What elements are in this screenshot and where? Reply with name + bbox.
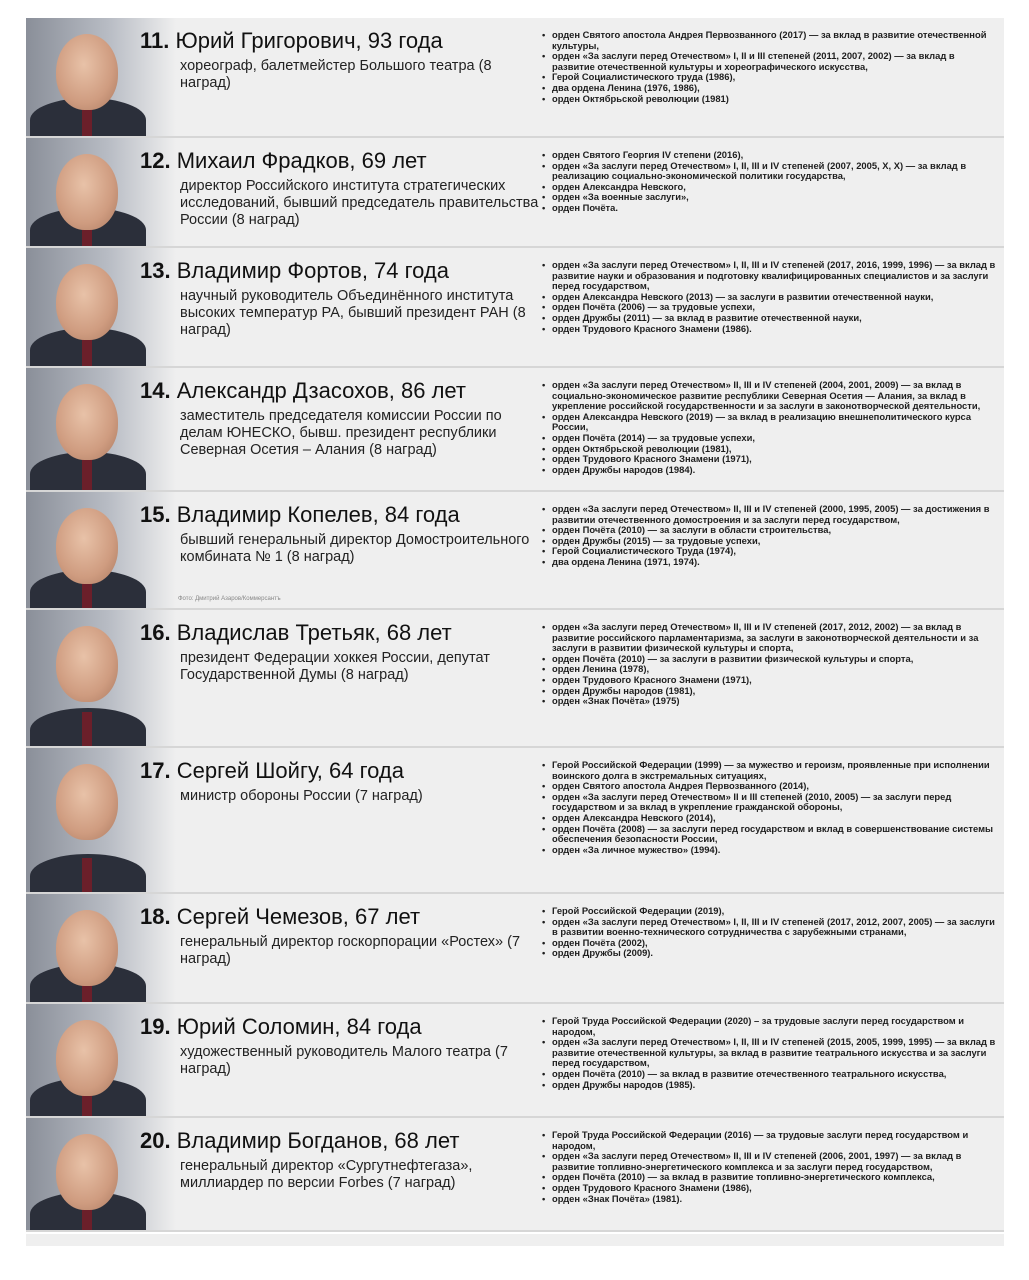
person-name: Михаил Фрадков, 69 лет	[176, 148, 427, 173]
person-description: министр обороны России (7 наград)	[180, 788, 423, 804]
person-description: президент Федерации хоккея России, депутат Государственной Думы (8 наград)	[180, 650, 490, 683]
award-item: • орден Почёта.	[541, 203, 999, 214]
person-description: хореограф, балетмейстер Большого театра (8 наград)	[180, 58, 492, 91]
award-item: • орден Октябрьской революции (1981)	[541, 94, 999, 105]
portrait-head	[56, 34, 118, 110]
award-item: • орден Дружбы (2011) — за вклад в развитие отечественной науки,	[541, 313, 999, 324]
person-info	[140, 148, 540, 229]
awards-list-items	[541, 504, 999, 568]
award-item: • орден «За заслуги перед Отечеством» II и III степеней (2010, 2005) — за заслуги перед государством и за вклад в укрепление гражданской обороны,	[541, 792, 999, 813]
person-description: заместитель председателя комиссии России по делам ЮНЕСКО, бывш. президент республики Северная Осетия – Алания (8 наград)	[180, 408, 502, 458]
award-item: • орден Почёта (2014) — за трудовые успехи,	[541, 433, 999, 444]
award-item: • орден «За заслуги перед Отечеством» II, III и IV степеней (2017, 2012, 2002) — за вклад в развитие российского парламентаризма, за заслуги в законотворческой деятельности и за заслуги в развитии физической культуры и спорта,	[541, 622, 999, 654]
person-heading	[140, 758, 540, 784]
awards-list-items	[541, 1016, 999, 1090]
portrait-tie	[82, 858, 92, 892]
award-item: • Герой Российской Федерации (1999) — за мужество и героизм, проявленные при исполнении воинского долга в экстремальных ситуациях,	[541, 760, 999, 781]
portrait-head	[56, 1134, 118, 1210]
award-item: • орден «За заслуги перед Отечеством» I, II, III и IV степеней (2015, 2005, 1999, 1995) — за вклад в развитие отечественной культуры, за вклад в развитие театрального искусства и за заслуги перед государством,	[541, 1037, 999, 1069]
person-info	[140, 258, 540, 339]
award-item: • орден «Знак Почёта» (1975)	[541, 696, 999, 707]
award-item: • орден Дружбы народов (1985).	[541, 1080, 999, 1091]
award-item: • Герой Социалистического Труда (1974),	[541, 546, 999, 557]
person-card	[26, 138, 1004, 248]
award-item: • орден Трудового Красного Знамени (1986),	[541, 1183, 999, 1194]
person-info	[140, 378, 540, 459]
award-item: • орден «За заслуги перед Отечеством» I, II, III и IV степеней (2007, 2005, Х, Х) — за вклад в реализацию социально-экономической политики государства,	[541, 161, 999, 182]
award-item: • орден Александра Невского (2014),	[541, 813, 999, 824]
award-item: • орден Александра Невского,	[541, 182, 999, 193]
person-info	[140, 28, 540, 92]
award-item: • орден «Знак Почёта» (1981).	[541, 1194, 999, 1205]
person-heading	[140, 1014, 540, 1040]
award-item: • Герой Социалистического труда (1986),	[541, 72, 999, 83]
photo-credit: Фото: Дмитрий Азаров/Коммерсантъ	[178, 596, 281, 602]
rank-number: 11.	[140, 28, 170, 53]
award-item: • орден «За заслуги перед Отечеством» II, III и IV степеней (2006, 2001, 1997) — за вклад в развитие топливно-энергетического комплекса и за заслуги перед государством,	[541, 1151, 999, 1172]
awards-list-items	[541, 380, 999, 475]
person-card	[26, 1004, 1004, 1118]
person-heading	[140, 378, 540, 404]
award-item: • орден «За заслуги перед Отечеством» II, III и IV степеней (2000, 1995, 2005) — за достижения в развитии отечественного домостроения и за заслуги перед государством,	[541, 504, 999, 525]
rank-number: 20.	[140, 1128, 171, 1153]
rank-number: 12.	[140, 148, 171, 173]
person-info	[140, 904, 540, 968]
person-card	[26, 1118, 1004, 1232]
awards-list-items	[541, 622, 999, 707]
award-item: • орден Почёта (2006) — за трудовые успехи,	[541, 302, 999, 313]
person-card	[26, 368, 1004, 492]
rank-number: 16.	[140, 620, 171, 645]
award-item: • орден Александра Невского (2019) — за вклад в реализацию внешнеполитического курса России,	[541, 412, 999, 433]
person-name: Юрий Соломин, 84 года	[176, 1014, 422, 1039]
person-description: генеральный директор госкорпорации «Ростех» (7 наград)	[180, 934, 521, 967]
portrait-head	[56, 626, 118, 702]
award-item: • орден Октябрьской революции (1981),	[541, 444, 999, 455]
award-item: • орден Дружбы народов (1984).	[541, 465, 999, 476]
person-info	[140, 502, 540, 566]
person-info	[140, 1128, 540, 1192]
award-item: • орден Трудового Красного Знамени (1971),	[541, 454, 999, 465]
person-name: Сергей Чемезов, 67 лет	[176, 904, 421, 929]
portrait-head	[56, 910, 118, 986]
award-item: • орден «За военные заслуги»,	[541, 192, 999, 203]
person-heading	[140, 904, 540, 930]
award-item: • орден Святого апостола Андрея Первозванного (2014),	[541, 781, 999, 792]
person-description: генеральный директор «Сургутнефтегаза», миллиардер по версии Forbes (7 наград)	[180, 1158, 473, 1191]
award-item: • два ордена Ленина (1976, 1986),	[541, 83, 999, 94]
person-heading	[140, 1128, 540, 1154]
award-item: • орден Святого Георгия IV степени (2016),	[541, 150, 999, 161]
person-name: Владимир Фортов, 74 года	[176, 258, 449, 283]
person-name: Владимир Копелев, 84 года	[176, 502, 460, 527]
person-heading	[140, 502, 540, 528]
rank-number: 15.	[140, 502, 171, 527]
rank-number: 17.	[140, 758, 171, 783]
rank-number: 14.	[140, 378, 171, 403]
award-item: • орден Дружбы (2009).	[541, 948, 999, 959]
person-heading	[140, 620, 540, 646]
person-card	[26, 248, 1004, 368]
award-item: • орден Почёта (2010) — за вклад в развитие отечественного театрального искусства,	[541, 1069, 999, 1080]
award-item: • орден Почёта (2002),	[541, 938, 999, 949]
portrait-head	[56, 508, 118, 584]
awards-list-items	[541, 30, 999, 104]
person-heading	[140, 28, 540, 54]
person-card	[26, 18, 1004, 138]
awards-list-items	[541, 906, 999, 959]
portrait-head	[56, 1020, 118, 1096]
person-info	[140, 758, 540, 805]
award-item: • орден «За заслуги перед Отечеством» I, II и III степеней (2011, 2007, 2002) — за вклад в развитие отечественной культуры и хореографического искусства,	[541, 51, 999, 72]
award-item: • орден Трудового Красного Знамени (1971),	[541, 675, 999, 686]
award-item: • орден «За заслуги перед Отечеством» I, II, III и IV степеней (2017, 2016, 1999, 1996) — за вклад в развитие науки и образования и подготовку квалифицированных специалистов и за заслуги перед государством,	[541, 260, 999, 292]
person-card	[26, 894, 1004, 1004]
award-item: • Герой Труда Российской Федерации (2016) — за трудовые заслуги перед государством и народом,	[541, 1130, 999, 1151]
person-card	[26, 610, 1004, 748]
award-item: • орден Почёта (2010) — за заслуги в области строительства,	[541, 525, 999, 536]
award-item: • орден Почёта (2008) — за заслуги перед государством и вклад в совершенствование системы обеспечения безопасности России,	[541, 824, 999, 845]
award-item: • орден «За заслуги перед Отечеством» I, II, III и IV степеней (2017, 2012, 2007, 2005) — за заслуги в развитии военно-технического сотрудничества с зарубежными странами,	[541, 917, 999, 938]
portrait-head	[56, 764, 118, 840]
award-item: • Герой Труда Российской Федерации (2020) – за трудовые заслуги перед государством и народом,	[541, 1016, 999, 1037]
awards-list-items	[541, 260, 999, 334]
person-info	[140, 1014, 540, 1078]
person-card	[26, 492, 1004, 610]
person-heading	[140, 258, 540, 284]
award-item: • орден Александра Невского (2013) — за заслуги в развитии отечественной науки,	[541, 292, 999, 303]
person-description: бывший генеральный директор Домостроительного комбината № 1 (8 наград)	[180, 532, 530, 565]
awards-list-items	[541, 1130, 999, 1204]
award-item: • орден Почёта (2010) — за заслуги в развитии физической культуры и спорта,	[541, 654, 999, 665]
person-name: Владислав Третьяк, 68 лет	[176, 620, 452, 645]
person-card	[26, 748, 1004, 894]
person-name: Владимир Богданов, 68 лет	[176, 1128, 460, 1153]
portrait-tie	[82, 456, 92, 490]
person-name: Александр Дзасохов, 86 лет	[176, 378, 466, 403]
award-item: • орден Дружбы народов (1981),	[541, 686, 999, 697]
portrait-head	[56, 264, 118, 340]
award-item: • орден Ленина (1978),	[541, 664, 999, 675]
awards-list-items	[541, 150, 999, 214]
rank-number: 18.	[140, 904, 171, 929]
portrait-tie	[82, 712, 92, 746]
rank-number: 19.	[140, 1014, 171, 1039]
person-name: Юрий Григорович, 93 года	[175, 28, 443, 53]
award-item: • орден Дружбы (2015) — за трудовые успехи,	[541, 536, 999, 547]
footer-bar	[26, 1234, 1004, 1246]
awards-list-items	[541, 760, 999, 855]
person-heading	[140, 148, 540, 174]
person-name: Сергей Шойгу, 64 года	[176, 758, 404, 783]
person-info	[140, 620, 540, 684]
award-item: • орден «За заслуги перед Отечеством» II, III и IV степеней (2004, 2001, 2009) — за вклад в социально-экономическое развитие республики Северная Осетия — Алания, за вклад в укрепление российской государственности и за заслуги в законотворческой деятельности,	[541, 380, 999, 412]
award-item: • орден Почёта (2010) — за вклад в развитие топливно-энергетического комплекса,	[541, 1172, 999, 1183]
portrait-head	[56, 154, 118, 230]
award-item: • Герой Российской Федерации (2019),	[541, 906, 999, 917]
award-item: • два ордена Ленина (1971, 1974).	[541, 557, 999, 568]
rank-number: 13.	[140, 258, 171, 283]
award-item: • орден Святого апостола Андрея Первозванного (2017) — за вклад в развитие отечественной культуры,	[541, 30, 999, 51]
person-description: художественный руководитель Малого театра (7 наград)	[180, 1044, 508, 1077]
person-description: директор Российского института стратегических исследований, бывший председатель правительства России (8 наград)	[180, 178, 539, 228]
portrait-head	[56, 384, 118, 460]
award-item: • орден Трудового Красного Знамени (1986).	[541, 324, 999, 335]
person-description: научный руководитель Объединённого института высоких температур РА, бывший президент РАН (8 наград)	[180, 288, 526, 338]
award-item: • орден «За личное мужество» (1994).	[541, 845, 999, 856]
